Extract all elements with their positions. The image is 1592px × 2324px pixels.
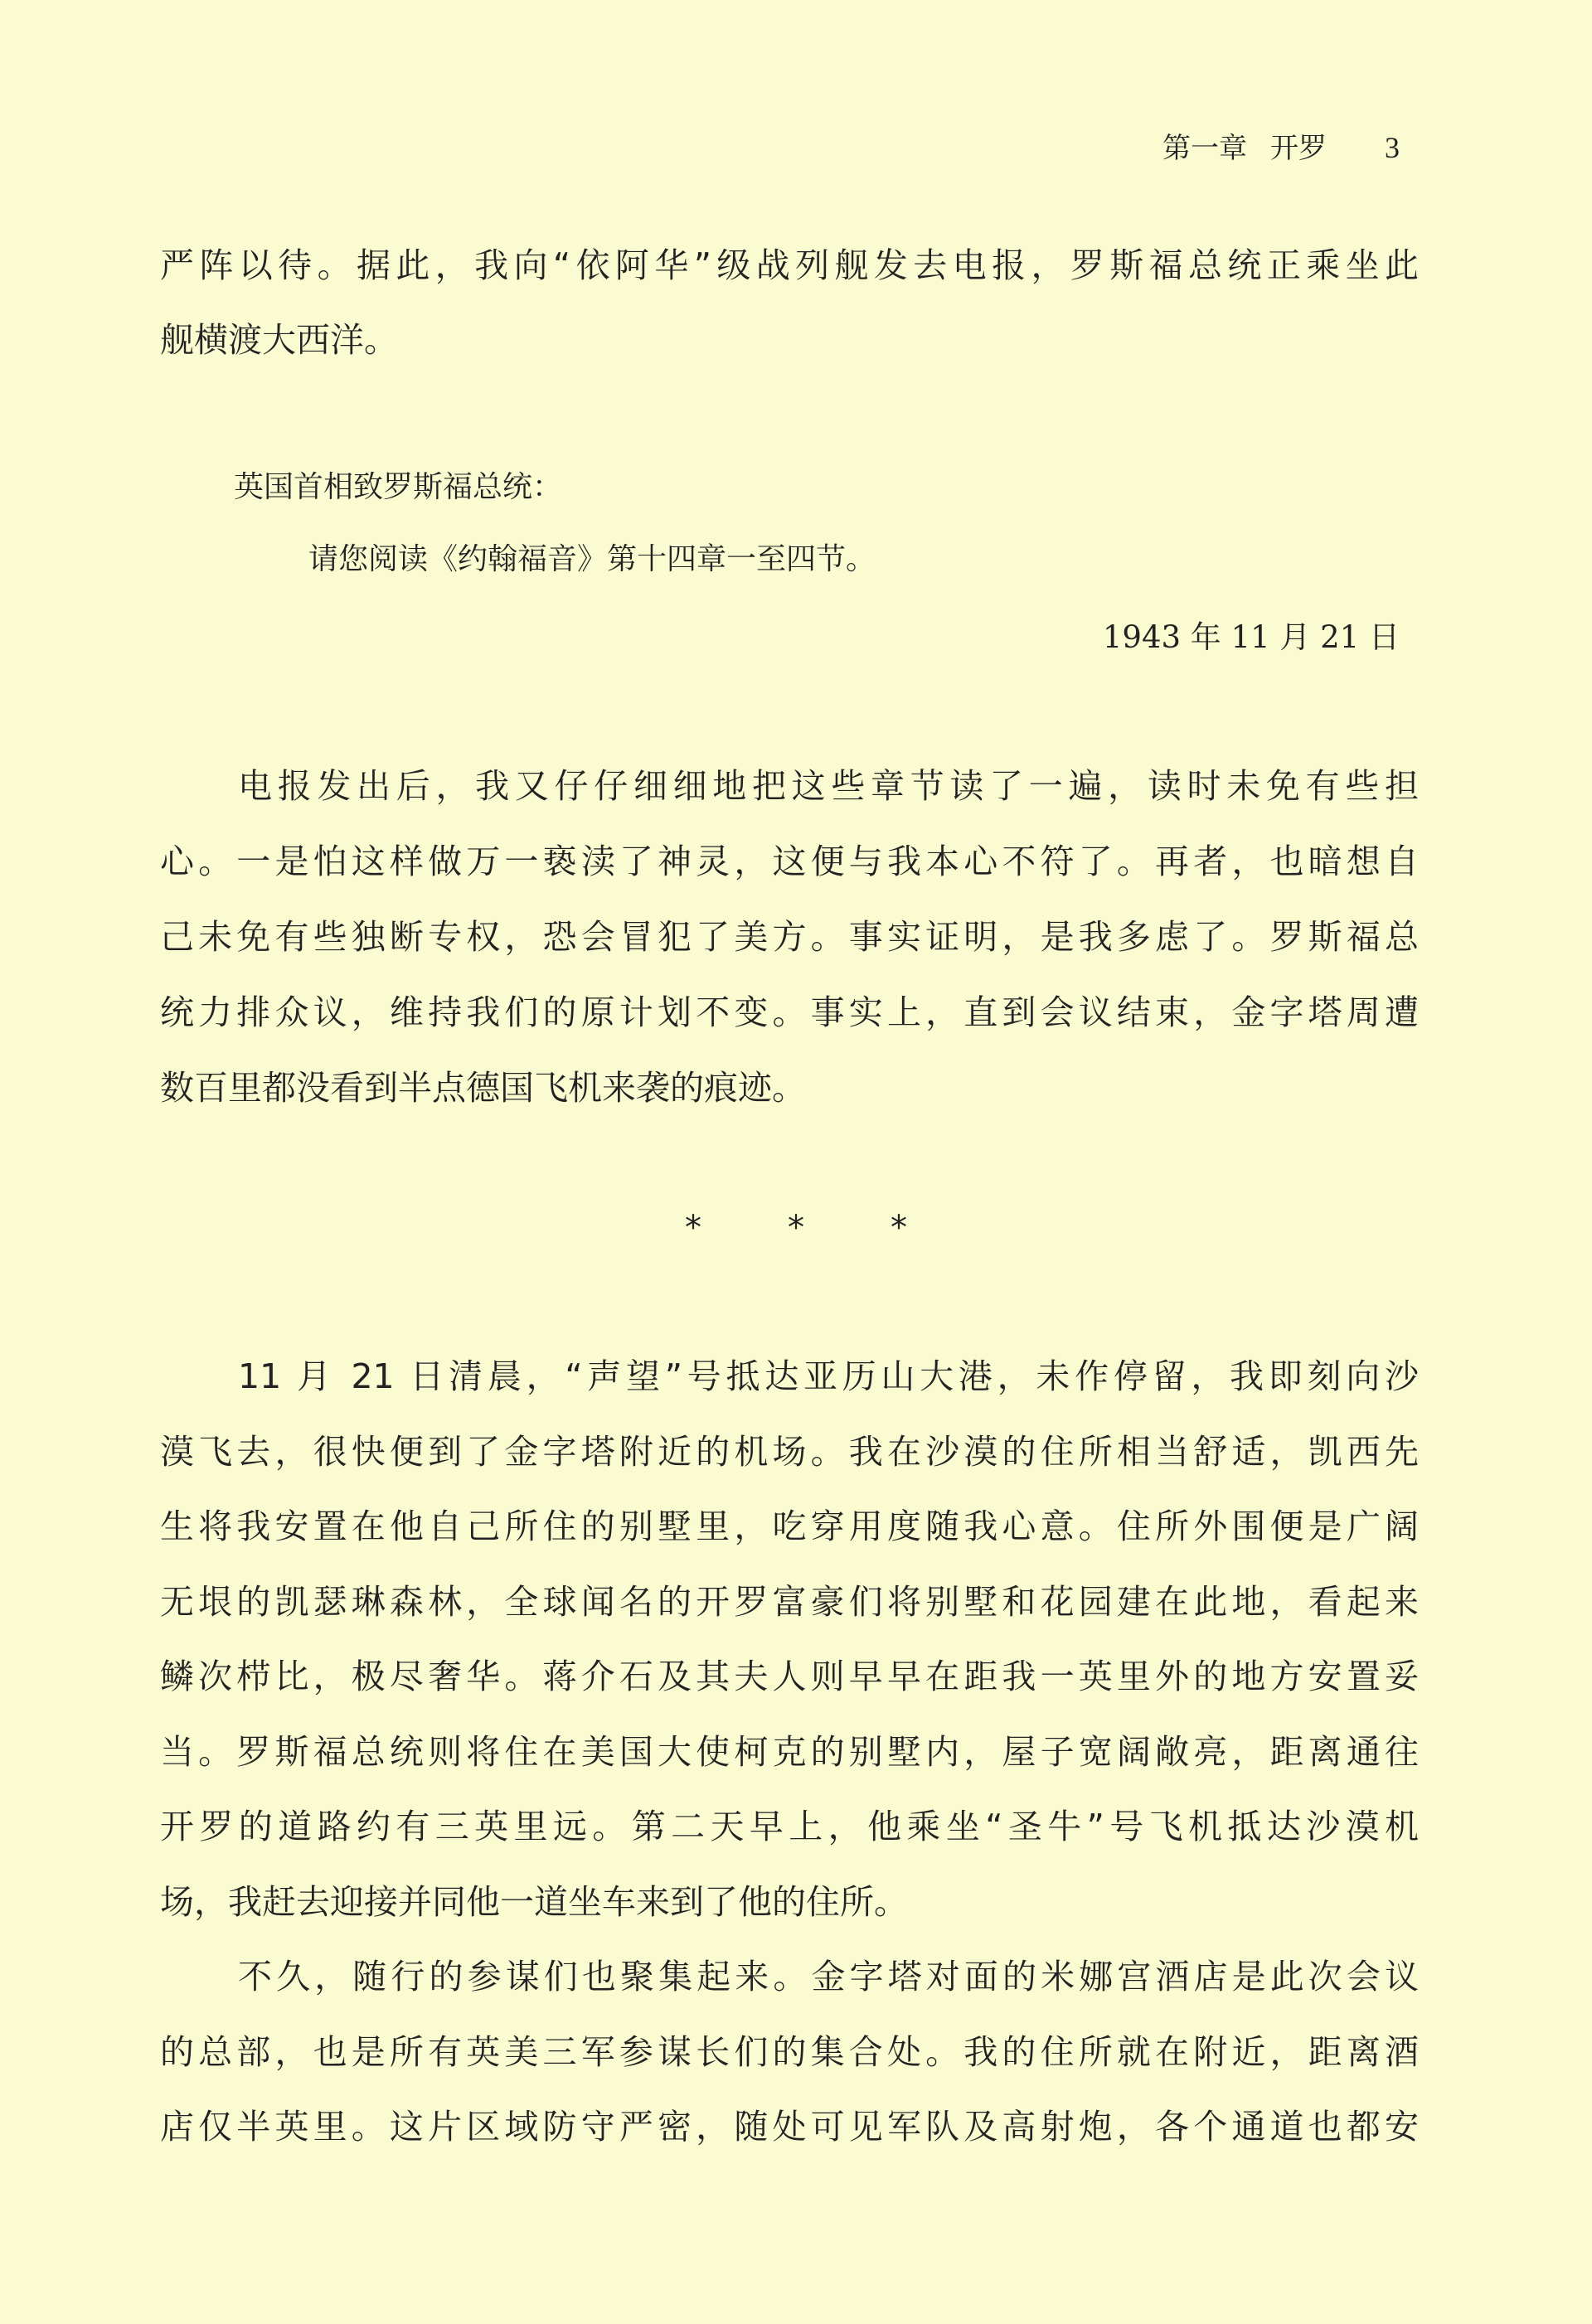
telegram-recipient: 英国首相致罗斯福总统： bbox=[234, 470, 563, 504]
text-line: 当。罗斯福总统则将住在美国大使柯克的别墅内，屋子宽阔敞亮，距离通往 bbox=[160, 1731, 1419, 1772]
paragraph-1 bbox=[160, 246, 1419, 395]
section-separator bbox=[0, 1209, 1592, 1247]
text-line: 舰横渡大西洋。 bbox=[160, 320, 398, 360]
separator-star: * bbox=[788, 1209, 804, 1247]
text-line: 11 月 21 日清晨，“声望”号抵达亚历山大港，未作停留，我即刻向沙 bbox=[238, 1356, 1419, 1396]
text-line: 场，我赶去迎接并同他一道坐车来到了他的住所。 bbox=[160, 1881, 908, 1922]
text-line: 严阵以待。据此，我向“依阿华”级战列舰发去电报，罗斯福总统正乘坐此 bbox=[160, 245, 1419, 285]
text-line: 己未免有些独断专权，恐会冒犯了美方。事实证明，是我多虑了。罗斯福总 bbox=[160, 917, 1419, 957]
text-line: 心。一是怕这样做万一亵渎了神灵，这便与我本心不符了。再者，也暗想自 bbox=[160, 842, 1419, 881]
paragraph-3 bbox=[160, 1357, 1419, 2183]
text-line: 无垠的凯瑟琳森林，全球闻名的开罗富豪们将别墅和花园建在此地，看起来 bbox=[160, 1581, 1419, 1622]
text-line: 店仅半英里。这片区域防守严密，随处可见军队及高射炮，各个通道也都安 bbox=[160, 2107, 1419, 2147]
text-line: 漠飞去，很快便到了金字塔附近的机场。我在沙漠的住所相当舒适，凯西先 bbox=[160, 1431, 1419, 1472]
chapter-label: 第一章 bbox=[1162, 132, 1247, 165]
chapter-title: 开罗 bbox=[1270, 132, 1327, 165]
text-line: 电报发出后，我又仔仔细细地把这些章节读了一遍，读时未免有些担 bbox=[238, 766, 1419, 806]
text-line: 生将我安置在他自己所住的别墅里，吃穿用度随我心意。住所外围便是广阔 bbox=[160, 1506, 1419, 1546]
text-line: 鳞次栉比，极尽奢华。蒋介石及其夫人则早早在距我一英里外的地方安置妥 bbox=[160, 1657, 1419, 1696]
text-line: 不久，随行的参谋们也聚集起来。金字塔对面的米娜宫酒店是此次会议 bbox=[238, 1957, 1419, 1997]
separator-star: * bbox=[685, 1209, 701, 1247]
text-line: 开罗的道路约有三英里远。第二天早上，他乘坐“圣牛”号飞机抵达沙漠机 bbox=[160, 1807, 1419, 1846]
text-line: 统力排众议，维持我们的原计划不变。事实上，直到会议结束，金字塔周遭 bbox=[160, 992, 1419, 1032]
text-line: 的总部，也是所有英美三军参谋长们的集合处。我的住所就在附近，距离酒 bbox=[160, 2031, 1419, 2072]
running-header bbox=[1162, 131, 1400, 165]
text-line: 数百里都没看到半点德国飞机来袭的痕迹。 bbox=[160, 1068, 806, 1108]
paragraph-2 bbox=[160, 767, 1419, 1144]
telegram-date: 1943 年 11 月 21 日 bbox=[1102, 619, 1400, 655]
page-number: 3 bbox=[1385, 131, 1400, 164]
telegram-body: 请您阅读《约翰福音》第十四章一至四节。 bbox=[308, 542, 876, 576]
separator-star: * bbox=[891, 1209, 907, 1247]
